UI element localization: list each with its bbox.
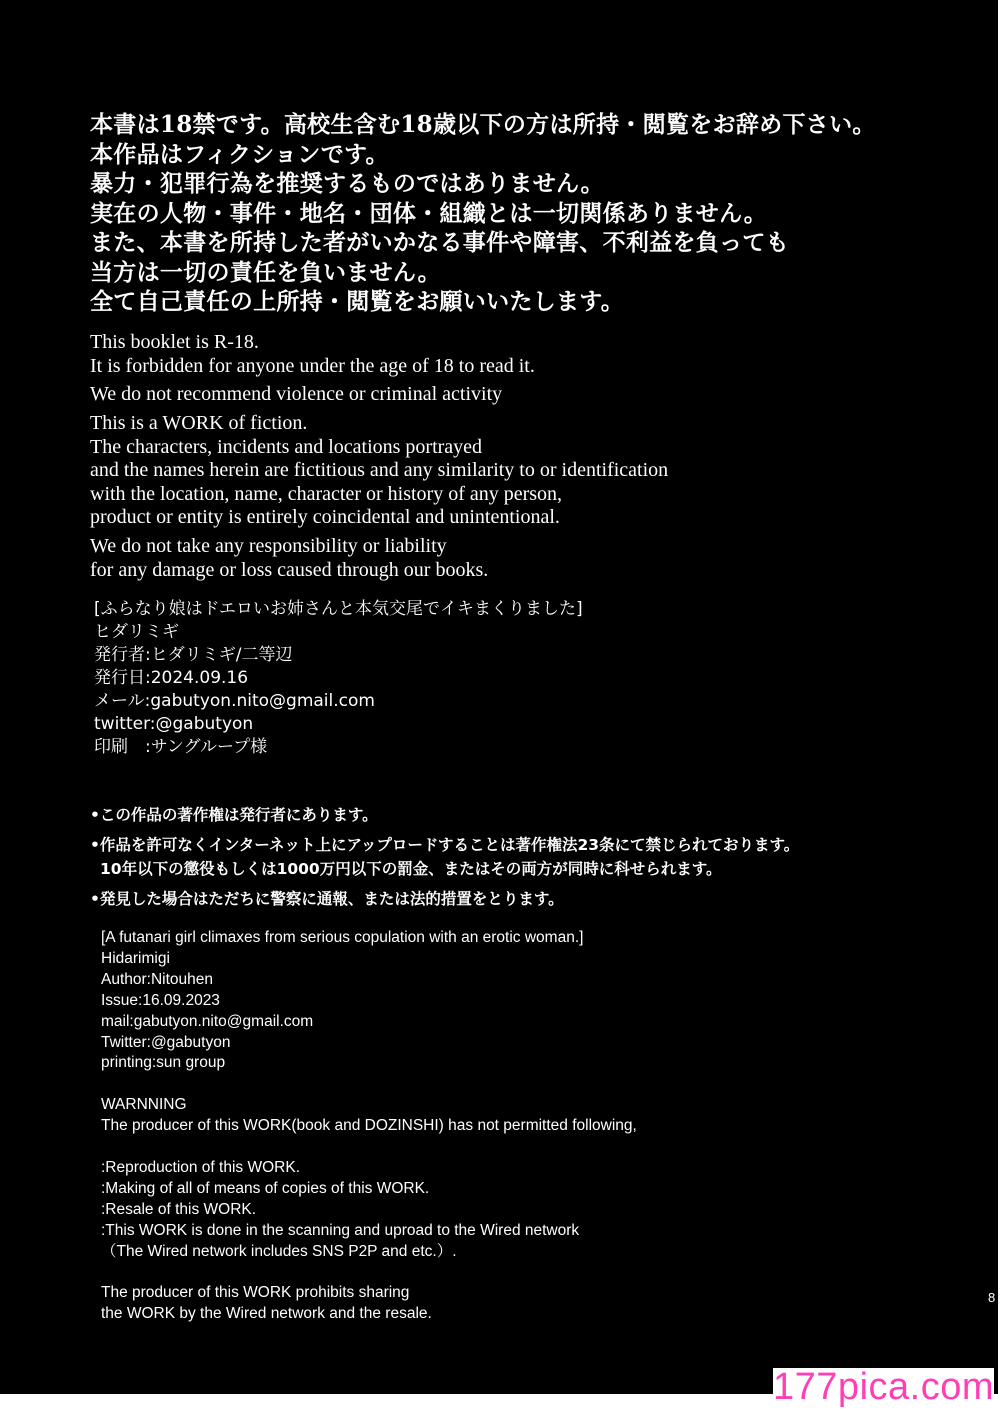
en-violence-line: We do not recommend violence or criminal activity [90,383,503,405]
jp-publication-info [94,598,583,759]
en-fiction-line: with the location, name, character or history of any person, [90,482,563,505]
jp-copyright-notes [90,803,799,911]
en-responsibility-line: for any damage or loss caused through our books. [90,558,489,581]
en-warning-item: :This WORK is done in the scanning and uproad to the Wired network [101,1221,580,1239]
en-r18-line: It is forbidden for anyone under the age of 18 to read it. [90,354,535,377]
en-warning-item: :Making of all of means of copies of this WORK. [101,1179,430,1197]
jp-info-title: [ふらなり娘はドエロいお姉さんと本気交尾でイキまくりました] [94,599,583,619]
page-number: 8 [988,1290,996,1305]
jp-info-date: 発行日:2024.09.16 [94,668,249,688]
en-fiction-line: and the names herein are fictitious and any similarity to or identification [90,459,669,481]
en-warning-item: （The Wired network includes SNS P2P and etc.）. [101,1242,457,1260]
en-responsibility-notice [90,535,488,582]
en-fiction-line: This is a WORK of fiction. [90,412,308,434]
watermark: 177pica.com [773,1366,994,1408]
en-fiction-line: product or entity is entirely coincidental and unintentional. [90,506,560,528]
jp-info-publisher: 発行者:ヒダリミギ/二等辺 [94,645,293,665]
en-warning-item: :Resale of this WORK. [101,1200,257,1218]
jp-note-line: •発見した場合はただちに警察に通報、または法的措置をとります。 [90,890,564,908]
jp-note-line: •この作品の著作権は発行者にあります。 [90,806,378,824]
en-publication-info [101,928,637,1325]
jp-note-line: 10年以下の懲役もしくは1000万円以下の罰金、またはその両方が同時に科せられます。 [100,860,722,878]
en-fiction-disclaimer [90,412,668,530]
jp-warning-line: 本作品はフィクションです。 [90,140,389,168]
en-warning-item: :Reproduction of this WORK. [101,1158,300,1176]
jp-warning-line: 実在の人物・事件・地名・団体・組織とは一切関係ありません。 [90,199,768,227]
en-info-twitter: Twitter:@gabutyon [101,1033,231,1051]
en-warning-line: the WORK by the Wired network and the resale. [101,1305,432,1323]
en-info-mail: mail:gabutyon.nito@gmail.com [101,1012,314,1030]
en-r18-line: This booklet is R-18. [90,331,259,353]
jp-info-circle: ヒダリミギ [94,622,179,642]
en-info-issue: Issue:16.09.2023 [101,991,220,1009]
en-warning-line: The producer of this WORK prohibits sharing [101,1284,410,1302]
spacer [101,1137,637,1158]
jp-info-mail: メール:gabutyon.nito@gmail.com [94,691,375,711]
en-info-author: Author:Nitouhen [101,970,214,988]
en-info-title: [A futanari girl climaxes from serious copulation with an erotic woman.] [101,929,584,946]
jp-info-twitter: twitter:@gabutyon [94,714,254,734]
en-warning-line: The producer of this WORK(book and DOZINSHI) has not permitted following, [101,1117,637,1135]
jp-warning-line: 本書は18禁です。高校生含む18歳以下の方は所持・閲覧をお辞め下さい。 [90,111,876,138]
en-info-printing: printing:sun group [101,1054,226,1072]
jp-warning-block [90,110,876,317]
en-fiction-line: The characters, incidents and locations portrayed [90,435,483,458]
jp-warning-line: 暴力・犯罪行為を推奨するものではありません。 [90,170,604,197]
en-responsibility-line: We do not take any responsibility or liability [90,535,447,557]
jp-warning-line: 全て自己責任の上所持・閲覧をお願いいたします。 [90,288,625,315]
en-warning-heading: WARNNING [101,1096,187,1114]
spacer [101,1074,637,1095]
spacer [101,1262,637,1283]
jp-note-line: •作品を許可なくインターネット上にアップロードすることは著作権法23条にて禁じられております。 [90,836,800,854]
jp-info-printing: 印刷 :サングループ様 [94,737,268,757]
en-r18-notice [90,331,535,378]
en-info-circle: Hidarimigi [101,949,170,967]
en-violence-notice [90,383,502,407]
jp-warning-line: 当方は一切の責任を負いません。 [90,258,441,286]
jp-warning-line: また、本書を所持した者がいかなる事件や障害、不利益を負っても [90,229,789,256]
